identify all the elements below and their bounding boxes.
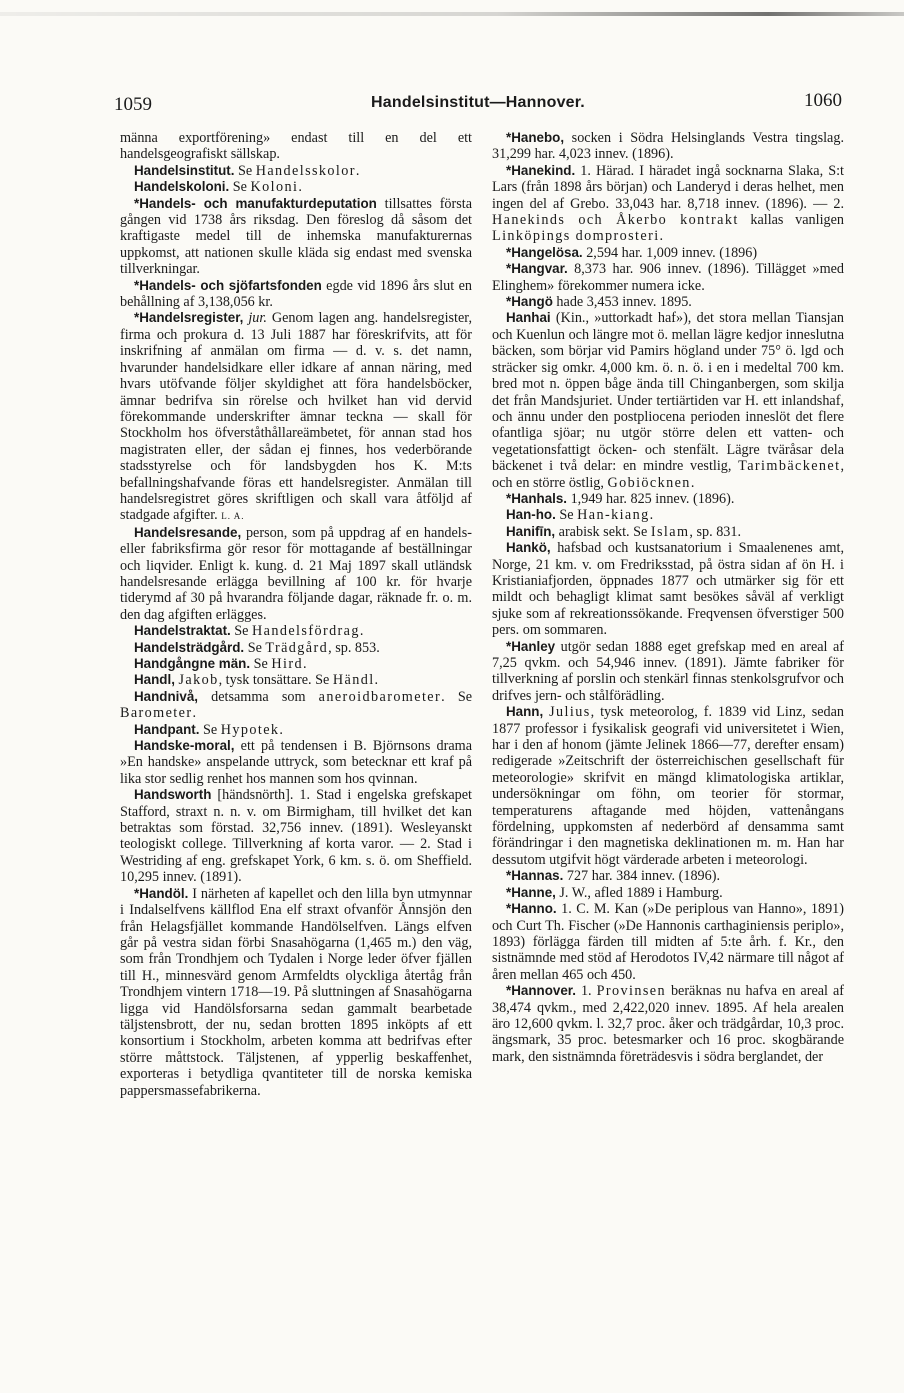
page-header [114,90,842,118]
entry-hanne: *Hanne, J. W., afled 1889 i Hamburg. [506,884,723,901]
entry-handgangne-man: Handgångne män. Se Hird. [134,656,307,672]
headword: Handelskoloni. [134,179,230,195]
entry-handelstraktat: Handelstraktat. Se Handelsfördrag. [134,623,364,640]
entry-hanekind: *Hanekind. 1. Härad. I häradet ingå socknarna Slaka, S:t Lars (från 1898 års början) och Landeryd i deras helhet, men ingen del af Grebo. 33,043 har. 8,718 innev. (1896). — 2. Hanekinds och Åkerbo kontrakt kallas vanligen Linköpings domprosteri. [492,162,844,245]
entry-handpant: Handpant. Se Hypotek. [134,721,283,738]
entry-han-ho: Han-ho. Se Han-kiang. [506,507,654,524]
headword: Handpant. [134,721,200,737]
entry-sjofartsfonden: *Handels- och sjöfartsfonden egde vid 1896 års slut en behållning af 3,138,056 kr. [120,277,473,311]
entry-handelsinstitut: Handelsinstitut. Se Handelsskolor. [134,162,360,179]
entry-hann: Hann, Julius, tysk meteorolog, f. 1839 vid Linz, sedan 1877 professor i fysikalisk geografi vid universitetet i Wien, har i den af honom (jämte Jelinek 1866—77, derefter ensam) redigerade »Zeitschrift der österreichischen gesellschaft für meteorologie» skrifvit en mängd klimatologiska artiklar, undersökningar om föhn, om teorier för stormar, temperaturens aftagande med höjden, vattenångans fördelning, uppkomsten af nederbörd af densamma samt förändringar i den magnetiska deklinationen m. m. Han har dessutom utgifvit högt värderade arbeten i meteorologi. [492,704,845,868]
headword: *Hannas. [506,868,564,884]
headword: *Handels- och sjöfartsfonden [134,277,322,293]
headword: Handske-moral, [134,738,235,754]
headword: Handelsresande, [134,524,242,540]
entry-continuation: männa exportförening» endast till en del ett handelsgeografiskt sällskap. [120,130,472,163]
entry-handl: Handl, Jakob, tysk tonsättare. Se Händl. [134,672,379,689]
author-signature: L. A. [221,511,245,522]
entry-handniva: Handnivå, detsamma som aneroidbarometer. Se Barometer. [120,688,473,722]
page-top-edge [0,12,904,16]
entry-handske-moral: Handske-moral, ett på tendensen i B. Björnsons drama »En handske» anspelande uttryck, som betecknar ett kraf på lika stor sedlig renhet hos mannen som hos qvinnan. [120,738,472,787]
headword: Handelsinstitut. [134,162,235,178]
headword: *Handels- och manufakturdeputation [134,195,377,211]
entry-hanko: Hankö, hafsbad och kustsanatorium i Smaalenenes amt, Norge, 21 km. v. om Fredriksstad, på östra sidan af ön H. i Kristianiafjorden, öppnades 1877 och utmärker sig för ett mildt och behagligt klimat samt besökes såväl af verkligt sjuke som af rekreationssökande. Freqvensen öfverstiger 500 pers. om sommaren. [492,540,844,639]
headword: *Handöl. [134,885,189,901]
left-column [120,130,472,1099]
headword: Handelsträdgård. [134,639,245,655]
headword: Hankö, [506,540,551,556]
entry-handelstradgard: Handelsträdgård. Se Trädgård, sp. 853. [134,639,380,656]
entry-hannas: *Hannas. 727 har. 384 innev. (1896). [506,868,721,885]
page-number-left: 1059 [114,94,152,115]
headword: Hann, [506,704,544,720]
entry-hanhals: *Hanhals. 1,949 har. 825 innev. (1896). [506,490,735,507]
entry-manufakturdeputation: *Handels- och manufakturdeputation tillsattes första gången vid 1738 års riksdag. Den föreslog då såsom det kraftigaste medel till de inhemska manufakturernas uppkomst, att nationen skulle kläda sig endast med svenska tillverkningar. [120,195,473,278]
headword: *Hanne, [506,884,556,900]
entry-hanebo: *Hanebo, socken i Södra Helsinglands Vestra tingslag. 31,299 har. 4,023 innev. (1896). [492,130,844,163]
headword: *Hanebo, [506,130,565,145]
headword: Han-ho. [506,507,556,523]
headword: Handgångne män. [134,656,251,671]
headword: Handsworth [134,787,212,803]
entry-hannover: *Hannover. 1. Provinsen beräknas nu hafva en areal af 38,474 qvkm., med 2,422,020 innev. 1895. Af hela arealen äro 12,600 qvkm. l. 32,7 proc. åker och trädgårdar, 10,3 proc. ängsmark, 35 proc. betesmarker och 16 proc. skogbärande mark, den sistnämnda företrädesvis i södra berglandet, der [492,983,844,1065]
entry-handsworth: Handsworth [händsnörth]. 1. Stad i engelska grefskapet Stafford, straxt n. n. v. om Birmigham, till hvilket det kan betraktas som förstad. 32,756 innev. (1891). Wesleyanskt teologiskt college. Tillverkning af korta varor. — 2. Stad i Westriding af eng. grefskapet York, 6 km. s. ö. om Sheffield. 10,295 innev. (1891). [120,787,472,886]
headword: *Hangelösa. [506,244,583,260]
entry-handelsresande: Handelsresande, person, som på uppdrag af en handels- eller fabriksfirma gör resor för mottagande af beställningar och liqvider. Enligt k. kung. d. 21 Maj 1897 skall utländsk handelsresande erlägga bevillning af 100 kr. för hvarje tiderymd af 30 på hvarandra följande dagar, räknade fr. o. m. den dag afgiften erlägges. [120,524,472,623]
entry-hangelosa: *Hangelösa. 2,594 har. 1,009 innev. (1896) [506,244,758,261]
headword: *Hangvar. [506,261,568,277]
headword: Hanifīn, [506,523,556,539]
entry-hanifin: Hanifīn, arabisk sekt. Se Islam, sp. 831. [506,523,742,540]
entry-hanhai: Hanhai (Kin., »uttorkadt haf»), det stora mellan Tiansjan och Kuenlun och längre mot ö. mellan lägre kedjor inneslutna bäcken, som börjar vid Pamirs högland under 75° ö. lgd och sträcker sig omkr. 4,000 km. ö. n. ö. i en i medeltal 700 km. bred mot n. öppen båge ända till Chinganbergen, som skilja det från Mandsjuriet. Under tertiärtiden var H. ett inlandshaf, och ännu under den postpliocena perioden inneslöt det flere ofantliga sjöar; nu utgör större delen ett vatten- och vegetationsfattigt öcken- och stenfält. Lägre tväråsar dela bäckenet i två delar: en mindre vestlig, Tarimbäckenet, och en större östlig, Gobiöcknen. [492,310,844,491]
headword: Hanhai [506,310,551,326]
headword: *Hannover. [506,983,576,999]
headword: *Hanekind. [506,162,576,178]
running-title: Handelsinstitut—Hannover. [371,94,585,111]
entry-hanley: *Hanley utgör sedan 1888 eget grefskap med en areal af 7,25 qvkm. och 54,946 innev. (1891). Jämte fabriker för tillverkning af porslin och stenkärl finnas stenkolsgrufvor och drifves jern- och stålförädling. [492,638,844,704]
entry-hanno: *Hanno. 1. C. M. Kan (»De periplous van Hanno», 1891) och Curt Th. Fischer (»De Hannonis carthaginiensis periplo», 1893) förlägga färden till midten af 5:te årh. f. Kr., den sistnämnde med stöd af Herodotos IV,42 närmare till något af åren mellan 465 och 450. [492,901,844,983]
headword: Handnivå, [134,688,198,704]
headword: *Hanno. [506,901,557,917]
headword: Handelstraktat. [134,623,231,639]
headword: Handl, [134,672,175,688]
right-column [492,130,844,1065]
headword: *Handelsregister, [134,310,244,326]
headword: *Hanley [506,638,556,654]
entry-handol: *Handöl. I närheten af kapellet och den lilla byn utmynnar i Indalselfvens källflod Ena elf straxt ofvanför Ånnsjön den från Helagsfjället kommande Handölselfven. Längs elfven går på vestra sidan förbi Snasahögarna (1,465 m.) den väg, som från Trondhjem och Tydalen i Norge leder öfver fjällen till H., minnesvärd genom Armfeldts olyckliga återtåg från Trondhjem vintern 1718—19. På sluttningen af Snasahögarna ligga vid Handölsforsarna sedan gammalt bearbetade täljstensbrott, der nu, sedan brotten 1895 inköpts af ett konsortium i Stockholm, arbeten komma att bedrifvas efter större måttstock. Täljstenen, af ypperlig beskaffenhet, exporteras i betydliga qvantiteter till de norska kemiska pappersmassefabrikerna. [120,885,472,1099]
headword: *Hanhals. [506,490,568,506]
headword: *Hangö [506,294,553,310]
page-number-right: 1060 [804,90,842,111]
entry-hango: *Hangö hade 3,453 innev. 1895. [506,294,692,311]
entry-hangvar: *Hangvar. 8,373 har. 906 innev. (1896). Tillägget »med Elinghem» förekommer numera icke. [492,261,844,294]
entry-handelskoloni: Handelskoloni. Se Koloni. [134,179,302,196]
entry-handelsregister: *Handelsregister, jur. Genom lagen ang. handelsregister, firma och prokura d. 13 Juli 1887 har föreskrifvits, att för inskrifning af anmälan om firma — d. v. s. det namn, hvarunder handelsidkare eller idkare af annan näring, med hvars utöfvande följer skyldighet att föra handelsböcker, ämnar bedrifva sin rörelse och hvilket han vid dervid förekommande underskrifter ämnar teckna — skall för Stockholm hos öfverståthållareämbetet, för annan stad hos magistraten eller, der sådan ej finnes, hos vederbörande stadsstyrelse och för landsbygden hos K. M:ts befallningshafvande föras ett handelsregister. Anmälan till handelsregistret göres skriftligen och skall vara åtföljd af stadgade afgifter. L. A. [120,310,472,524]
